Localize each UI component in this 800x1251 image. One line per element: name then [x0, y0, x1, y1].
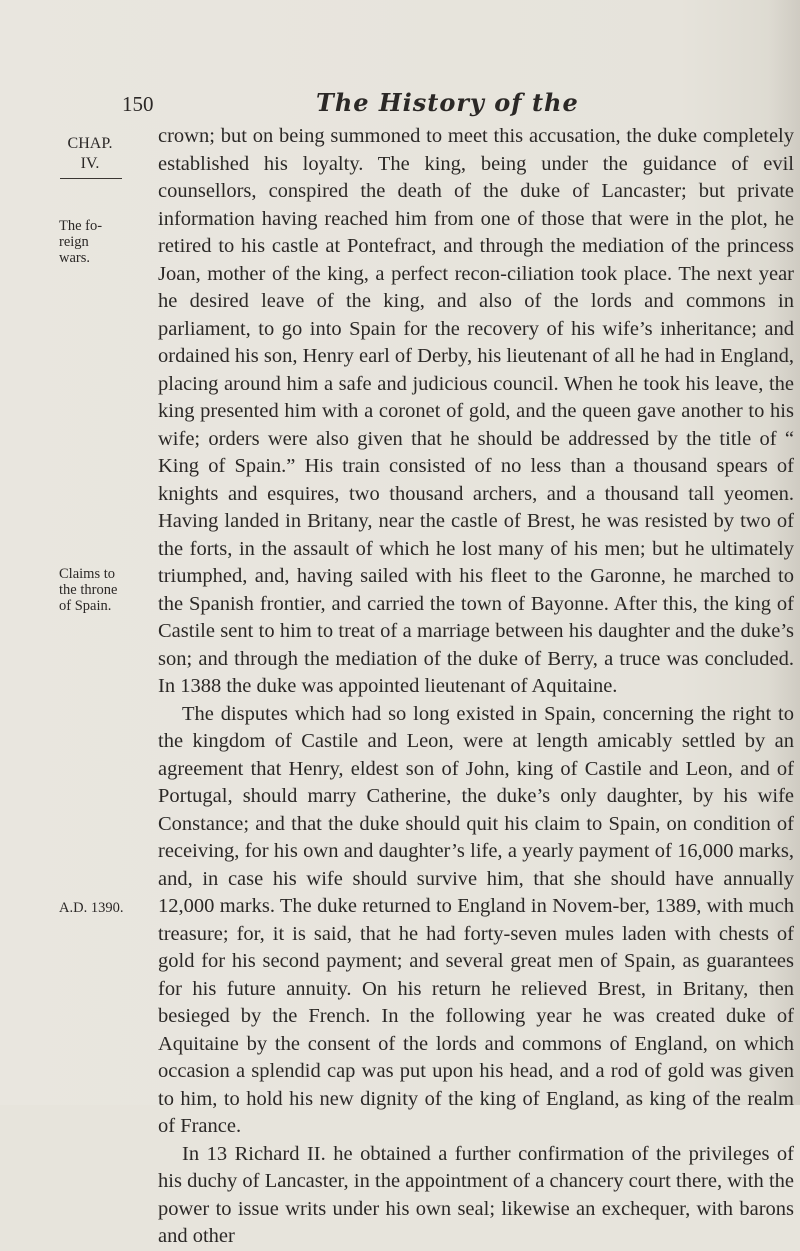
running-title: The History of the: [316, 88, 579, 117]
chapter-rule: [60, 178, 122, 179]
page-number: 150: [122, 92, 154, 116]
page-header: [0, 88, 800, 128]
paragraph: The disputes which had so long existed in Spain, concerning the right to the kingdom of Castile and Leon, were at length amicably settled by an agreement that Henry, eldest son of John, king of Castile and Leon, and of Portugal, should marry Catherine, the duke’s only daughter, by his wife Constance; and that the duke should quit his claim to Spain, on condition of receiving, for his own and daughter’s life, a yearly payment of 16,000 marks, and, in case his wife should survive him, that she should have annually 12,000 marks. The duke returned to England in Novem-ber, 1389, with much treasure; for, it is said, that he had forty-seven mules laden with chests of gold for his second payment; and several great men of Spain, as guarantees for his future annuity. On his return he relieved Brest, in Britany, then besieged by the French. In the following year he was created duke of Aquitaine by the consent of the lords and commons of England, on which occasion a splendid cap was put upon his head, and a rod of gold was given to him, to hold his new dignity of the king of England, as king of the realm of France.: [158, 702, 794, 1137]
margin-note-foreign-wars: The fo- reign wars.: [59, 218, 103, 266]
paragraph: In 13 Richard II. he obtained a further confirmation of the privileges of his duchy of Lancaster, in the appointment of a chancery court there, with the power to issue writs under his own seal; likewise an exchequer, with barons and other: [158, 1142, 794, 1247]
paragraph: crown; but on being summoned to meet this accusation, the duke completely established his loyalty. The king, being under the guidance of evil counsellors, conspired the death of the duke of Lancaster; but private information having reached him from one of those that were in the plot, he retired to his castle at Pontefract, and through the mediation of the princess Joan, mother of the king, a perfect recon-ciliation took place. The next year he desired leave of the king, and also of the lords and commons in parliament, to go into Spain for the recovery of his wife’s inheritance; and ordained his son, Henry earl of Derby, his lieutenant of all he had in England, placing around him a safe and judicious council. When he took his leave, the king presented him with a coronet of gold, and the queen gave another to his wife; orders were also given that he should be addressed by the title of “ King of Spain.” His train consisted of no less than a thousand spears of knights and esquires, two thousand archers, and a thousand tall yeomen. Having landed in Britany, near the castle of Brest, he was resisted by two of the forts, in the assault of which he lost many of his men; but he ultimately triumphed, and, having sailed with his fleet to the Garonne, he marched to the Spanish frontier, and carried the town of Bayonne. After this, the king of Castile sent to him to treat of a marriage between his daughter and the duke’s son; and through the mediation of the duke of Berry, a truce was concluded. In 1388 the duke was appointed lieutenant of Aquitaine.: [158, 125, 794, 697]
chapter-number: IV.: [80, 155, 100, 172]
margin-note-date: A.D. 1390.: [59, 900, 124, 916]
chapter-label: CHAP.: [67, 135, 113, 152]
body-text: [158, 123, 794, 1251]
chapter-marker: [60, 134, 120, 174]
margin-note-claims-spain: Claims to the throne of Spain.: [59, 566, 118, 614]
